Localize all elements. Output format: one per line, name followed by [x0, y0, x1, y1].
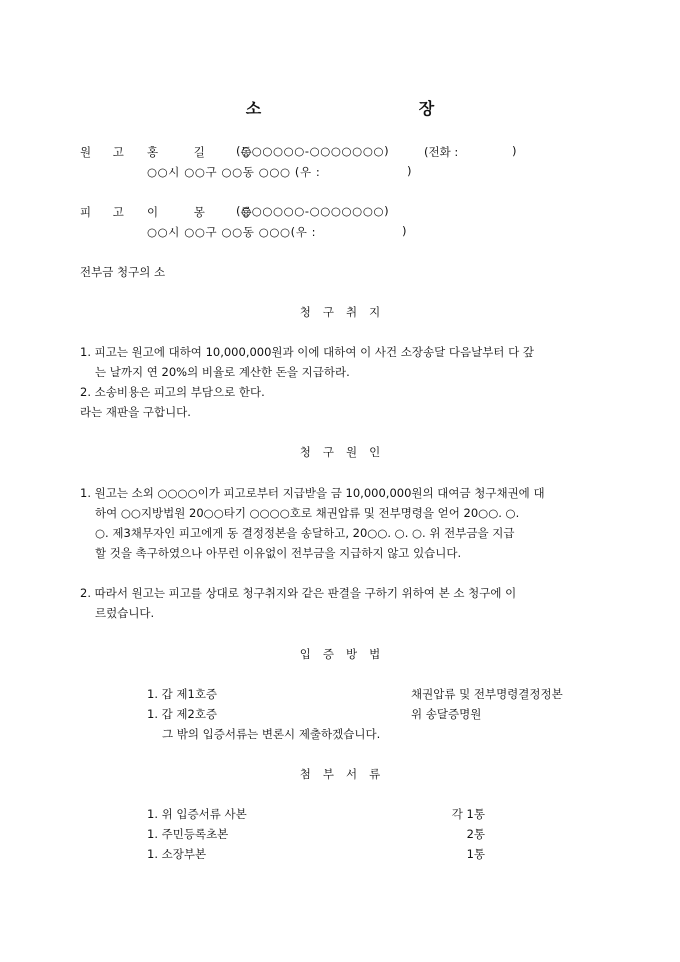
attachments-heading: 첨부서류	[299, 767, 393, 781]
plaintiff-address-close: )	[407, 164, 412, 178]
plaintiff-phone: (전화 :	[424, 145, 459, 159]
plaintiff-name: 홍 길 동	[147, 145, 268, 159]
claim-cause-item-1-line-4: 할 것을 촉구하였으나 아무런 이유없이 전부금을 지급하지 않고 있습니다.	[95, 546, 462, 560]
evidence-note: 그 밖의 입증서류는 변론시 제출하겠습니다.	[162, 727, 381, 741]
plaintiff-id: (○○○○○○-○○○○○○○)	[236, 144, 390, 158]
attachment-item-label: 1. 위 입증서류 사본	[147, 807, 247, 821]
evidence-item-label: 1. 갑 제1호증	[147, 687, 218, 701]
claim-purpose-item-1-line-1: 1. 피고는 원고에 대하여 10,000,000원과 이에 대하여 이 사건 소장송달 다음날부터 다 갚	[80, 345, 534, 359]
attachment-item-count: 1통	[466, 847, 485, 861]
document-title: 소 장	[245, 99, 511, 118]
defendant-address-close: )	[402, 224, 407, 238]
claim-cause-item-2-line-1: 2. 따라서 원고는 피고를 상대로 청구취지와 같은 판결을 구하기 위하여 본 소 청구에 이	[80, 586, 517, 600]
defendant-name: 이 몽 룡	[147, 205, 268, 219]
attachment-item-count: 각 1통	[451, 807, 485, 821]
case-name: 전부금 청구의 소	[80, 265, 166, 279]
claim-purpose-item-2: 2. 소송비용은 피고의 부담으로 한다.	[80, 385, 265, 399]
defendant-id: (○○○○○○-○○○○○○○)	[236, 204, 390, 218]
plaintiff-role: 원 고	[80, 145, 133, 159]
evidence-item-desc: 위 송달증명원	[411, 707, 482, 721]
plaintiff-phone-close: )	[512, 144, 517, 158]
claim-cause-heading: 청구원인	[299, 445, 393, 459]
attachment-item-label: 1. 소장부본	[147, 847, 207, 861]
evidence-item-label: 1. 갑 제2호증	[147, 707, 218, 721]
evidence-item-desc: 채권압류 및 전부명령결정정본	[411, 687, 563, 701]
defendant-address: ○○시 ○○구 ○○동 ○○○(우 :	[147, 225, 317, 239]
attachment-item-count: 2통	[466, 827, 485, 841]
defendant-role: 피 고	[80, 205, 133, 219]
plaintiff-address: ○○시 ○○구 ○○동 ○○○ (우 :	[147, 165, 321, 179]
claim-cause-item-1-line-3: ○. 제3채무자인 피고에게 동 결정정본을 송달하고, 20○○. ○. ○. 위 전부금을 지급	[95, 526, 515, 540]
claim-cause-item-1-line-2: 하여 ○○지방법원 20○○타기 ○○○○호로 채권압류 및 전부명령을 얻어 20○○. ○.	[95, 506, 520, 520]
attachment-item-label: 1. 주민등록초본	[147, 827, 229, 841]
claim-purpose-heading: 청구취지	[299, 305, 393, 319]
claim-purpose-closing: 라는 재판을 구합니다.	[80, 405, 191, 419]
claim-cause-item-2-line-2: 르렀습니다.	[95, 606, 155, 620]
evidence-heading: 입증방법	[299, 647, 393, 661]
claim-purpose-item-1-line-2: 는 날까지 연 20%의 비율로 계산한 돈을 지급하라.	[95, 365, 350, 379]
claim-cause-item-1-line-1: 1. 원고는 소외 ○○○○이가 피고로부터 지급받을 금 10,000,000원의 대여금 청구채권에 대	[80, 486, 545, 500]
